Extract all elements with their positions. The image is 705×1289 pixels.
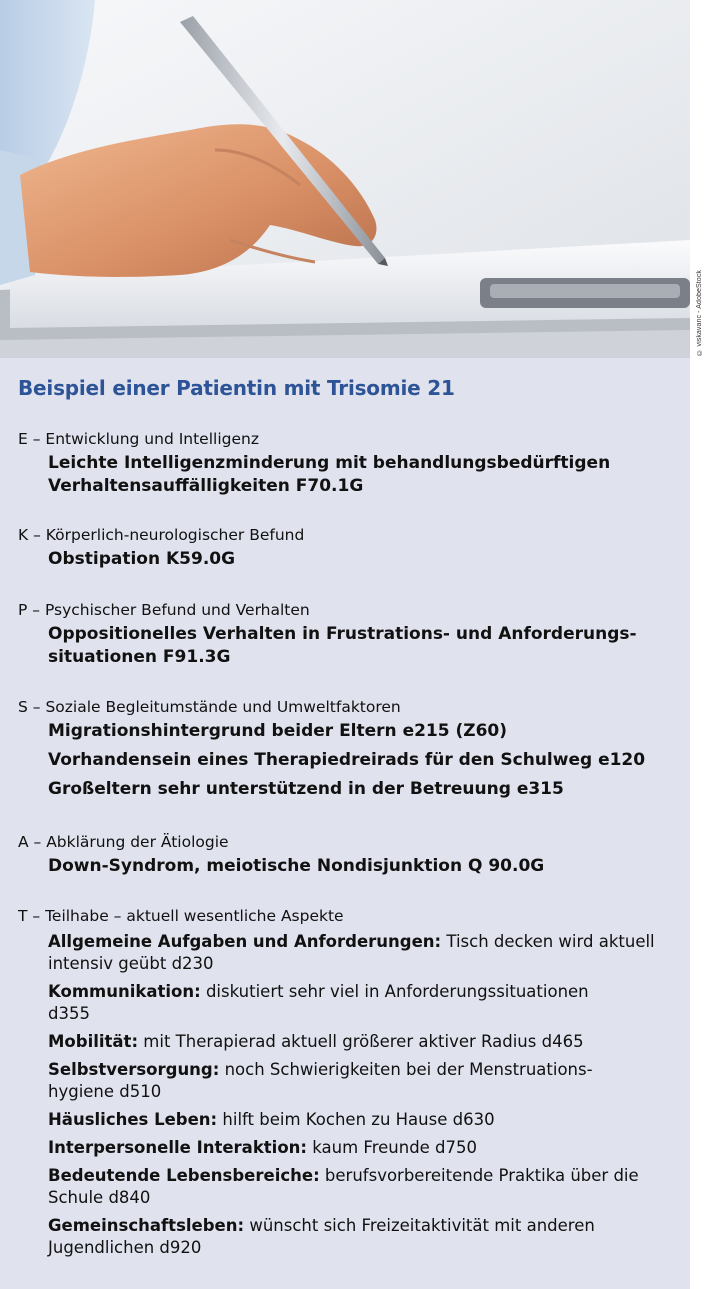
participation-item — [48, 1059, 678, 1103]
item-text: Schule d840 — [48, 1188, 151, 1207]
item-label: Gemeinschaftsleben: — [48, 1216, 245, 1235]
section-heading: E – Entwicklung und Intelligenz — [18, 430, 259, 448]
participation-item — [48, 1215, 678, 1259]
item-line: Leichte Intelligenzminderung mit behandlungsbedürftigen — [48, 453, 611, 473]
item-label: Interpersonelle Interaktion: — [48, 1138, 308, 1157]
section-heading: P – Psychischer Befund und Verhalten — [18, 601, 310, 619]
section-item — [48, 720, 678, 801]
section-s — [18, 696, 678, 801]
item-label: Bedeutende Lebensbereiche: — [48, 1166, 320, 1185]
item-line: Down-Syndrom, meiotische Nondisjunktion Q 90.0G — [48, 856, 545, 876]
item-label: Allgemeine Aufgaben und Anforderungen: — [48, 932, 442, 951]
item-text: Jugendlichen d920 — [48, 1238, 202, 1257]
section-heading: S – Soziale Begleitumstände und Umweltfaktoren — [18, 698, 401, 716]
section-item — [48, 548, 678, 571]
participation-item — [48, 981, 678, 1025]
photo-credit: © viskavanc - AdobeStock — [696, 270, 703, 356]
item-label: Kommunikation: — [48, 982, 201, 1001]
section-item — [48, 855, 678, 878]
item-text: hygiene d510 — [48, 1082, 162, 1101]
section-heading: K – Körperlich-neurologischer Befund — [18, 526, 305, 544]
participation-item — [48, 1165, 678, 1209]
section-a — [18, 831, 678, 878]
item-text: intensiv geübt d230 — [48, 954, 214, 973]
section-p — [18, 599, 678, 669]
item-text: Tisch decken wird aktuell — [441, 932, 655, 951]
item-line: Verhaltensauffälligkeiten F70.1G — [48, 476, 364, 496]
item-label: Mobilität: — [48, 1032, 139, 1051]
item-text: mit Therapierad aktuell größerer aktiver Radius d465 — [138, 1032, 584, 1051]
participation-item — [48, 1109, 678, 1131]
header-photo — [0, 0, 690, 358]
section-heading: T – Teilhabe – aktuell wesentliche Aspekte — [18, 907, 344, 925]
content-panel — [0, 358, 690, 1289]
page-title: Beispiel einer Patientin mit Trisomie 21 — [18, 376, 455, 400]
item-line: Obstipation K59.0G — [48, 549, 236, 569]
participation-item — [48, 1137, 678, 1159]
item-line: situationen F91.3G — [48, 647, 231, 667]
section-e — [18, 428, 678, 498]
section-k — [18, 524, 678, 571]
section-item — [48, 452, 678, 498]
item-line: Oppositionelles Verhalten in Frustrations- und Anforderungs- — [48, 624, 637, 644]
participation-item — [48, 931, 678, 975]
section-heading: A – Abklärung der Ätiologie — [18, 833, 229, 851]
item-line: Vorhandensein eines Therapiedreirads für den Schulweg e120 — [48, 750, 646, 770]
item-text: diskutiert sehr viel in Anforderungssituationen — [200, 982, 589, 1001]
item-label: Häusliches Leben: — [48, 1110, 218, 1129]
item-text: d355 — [48, 1004, 90, 1023]
item-text: hilft beim Kochen zu Hause d630 — [217, 1110, 495, 1129]
item-line: Großeltern sehr unterstützend in der Betreuung e315 — [48, 779, 564, 799]
section-item — [48, 623, 678, 669]
item-label: Selbstversorgung: — [48, 1060, 220, 1079]
item-text: noch Schwierigkeiten bei der Menstruations- — [219, 1060, 593, 1079]
item-text: kaum Freunde d750 — [307, 1138, 478, 1157]
item-line: Migrationshintergrund beider Eltern e215 (Z60) — [48, 721, 508, 741]
participation-item — [48, 1031, 678, 1053]
item-text: berufsvorbereitende Praktika über die — [319, 1166, 639, 1185]
section-t — [18, 905, 678, 1265]
hand-writing-pen-photo — [0, 0, 690, 358]
item-text: wünscht sich Freizeitaktivität mit anderen — [244, 1216, 595, 1235]
